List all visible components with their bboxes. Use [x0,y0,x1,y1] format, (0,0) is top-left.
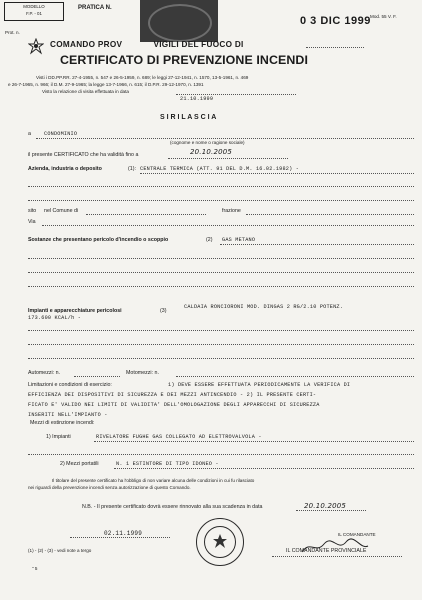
sostanze-label: Sostanze che presentano pericolo d'incendio o scoppio [28,237,169,243]
mezzi-1-label: 1) Impianti [46,434,71,440]
sito-label: sito [28,208,37,214]
corner-mark: " 5 [32,566,38,571]
limitazioni-line-2: EFFICIENZA DEI DISPOSITIVI DI SICUREZZA E DEI MEZZI ANTINCENDIO - 2) IL PRESENTE CERTI- [28,392,317,398]
impianti-value-2: 173.600 KCAL/h - [28,315,82,321]
azienda-num: (1): [128,166,136,172]
azienda-label: Azienda, industria o deposito [28,166,102,172]
automezzi-label: Automezzi: n. [28,370,61,376]
command-suffix: VIGILI DEL FUOCO DI [153,40,244,49]
certificate-title: CERTIFICATO DI PREVENZIONE INCENDI [60,53,309,67]
mezzi-1-value: RIVELATORE FUGHE GAS COLLEGATO AD ELETTROVALVOLA - [96,434,262,440]
mod-code: Mod. 55 V. F. [370,14,397,19]
footnotes: (1) - (2) - (3) - vedi note a tergo [28,548,92,553]
legal-line-3: Visto la relazione di visita effettuata in data [42,89,129,94]
impianti-num: (3) [160,308,167,314]
handwritten-signature [300,538,370,556]
nb-date: 20.10.2005 [304,502,347,510]
rilascia-heading: S I R I L A S C I A [160,114,217,121]
seal-emblem-icon [212,533,228,551]
impianti-value-1: CALDAIA RONCIORONI MOD. DINGAS 2 RG/2.10 POTENZ. [184,304,344,310]
motomezzi-label: Motomezzi: n. [126,370,159,376]
via-label: Via [28,219,36,225]
revenue-stamp-image [140,0,218,42]
signature-title: IL COMANDANTE PROVINCIALE [286,548,367,554]
pratica-label: PRATICA N. [78,5,112,11]
command-name [50,40,244,49]
command-city-blank [306,47,364,48]
mezzi-label: Mezzi di estinzione incendi: [30,420,95,426]
stamp-box-line2: F.P. - 01 [26,11,42,16]
azienda-value: CENTRALE TERMICA (ATT. 91 DEL D.M. 16.02.1982) - [140,166,300,172]
recipient-name: CONDOMINIO [44,131,78,137]
limitazioni-label: Limitazioni e condizioni di esercizio: [28,382,112,388]
mezzi-2-label: 2) Mezzi portatili [60,461,99,467]
comune-label: nel Comune di [44,208,79,214]
recipient-hint: (cognome e nome o ragione sociale) [170,140,245,145]
sostanze-num: (2) [206,237,213,243]
validity-date: 20.10.2005 [190,148,233,156]
limitazioni-line-1: 1) DEVE ESSERE EFFETTUATA PERIODICAMENTE LA VERIFICA DI [168,382,351,388]
visit-date: 21.10.1999 [180,96,214,102]
limitazioni-line-3: FICATO E' VALIDO NEI LIMITI DI VALIDITA' DELL'OMOLOGAZIONE DEGLI APPARECCHI DI SICUREZZA [28,402,320,408]
mezzi-2-value: N. 1 ESTINTORE DI TIPO IDONEO - [116,461,219,467]
limitazioni-line-4: INSERITI NELL'IMPIANTO - [28,412,108,418]
a-label: a [28,131,31,137]
obbligo-line-2: nei riguardi della prevenzione incendi senza autorizzazione di questo Comando. [28,485,191,490]
official-seal [196,518,244,566]
republic-emblem-icon [28,38,44,56]
command-prefix: COMANDO PROV [50,40,123,49]
sostanze-value: GAS METANO [222,237,256,243]
date-stamp: 0 3 DIC 1999 [300,15,371,27]
obbligo-line-1: Il titolare del presente certificato ha l'obbligo di non variare alcuna delle condizioni in cui fu rilasciato [52,478,255,483]
issue-date: 02.11.1999 [104,530,143,537]
prot-label: Prot. n. [5,30,20,35]
impianti-label: Impianti e apparecchiature pericolosi [28,308,122,314]
legal-line-2: e 26-7-1965, n. 966; il D.M. 27-9-1965; la legge 13-7-1966, n. 615; il D.P.R. 29-12-1970, n. 1391 [8,82,204,87]
model-stamp-box [4,2,64,21]
legal-line-1: Visti i DD.PP.RR. 27-4-1955, n. 547 e 26-5-1959, n. 689; le leggi 27-12-1941, n. 1570, 13-5-1961, n. 469 [36,75,249,80]
frazione-label: frazione [222,208,241,214]
comandante-label: IL COMANDANTE [338,532,376,537]
validity-label: il presente CERTIFICATO che ha validità fino a [28,152,139,158]
stamp-box-line1: MODELLO [23,4,45,9]
nb-label: N.B. - Il presente certificato dovrà essere rinnovato alla sua scadenza in data [82,504,263,510]
